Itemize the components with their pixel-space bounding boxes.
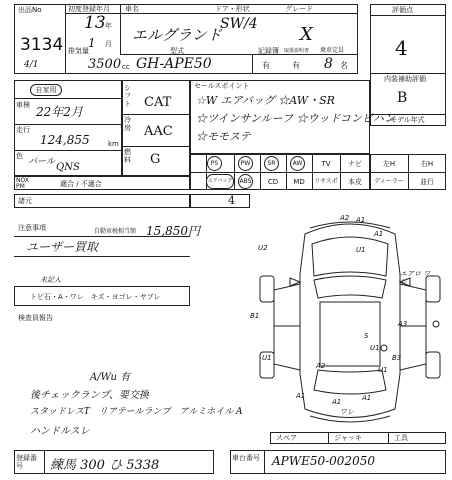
chassis-label: 車台番号 [232, 454, 260, 462]
equip-pw: PW [238, 156, 253, 171]
damage-mark: ワレ [340, 408, 354, 416]
fuel-label: 燃料 [124, 148, 131, 164]
manual-value: 有 [292, 61, 300, 70]
parallel-label: 並行 [420, 178, 434, 186]
damage-mark: A1 [332, 398, 342, 406]
shaken-label: 車検 [16, 101, 30, 109]
car-name: エルグランド [132, 26, 222, 44]
equip-navi: ナビ [348, 160, 362, 168]
manual-label: 取扱説明書 [284, 48, 310, 54]
inspector-line1: A/Wu 有 [90, 372, 131, 383]
grade-value: X [300, 24, 313, 45]
damage-mark: A2 [316, 362, 326, 370]
car-outline [250, 214, 450, 429]
seats-unit: 名 [340, 61, 348, 70]
color-value: パール [28, 157, 55, 167]
record-value: 有 [262, 61, 270, 70]
damage-mark: U1 [378, 366, 388, 374]
damage-mark: S [364, 332, 369, 340]
unrecorded-label: 未記入 [40, 276, 61, 284]
damage-mark: A1 [296, 392, 306, 400]
record-label: 記録簿 [258, 47, 279, 55]
inspector-label: 検査員報告 [18, 314, 53, 322]
special-label: 注意事項 [18, 224, 46, 232]
door-value: SW/4 [220, 16, 258, 32]
disp-unit: cc [122, 63, 130, 71]
disp-label: 排気量 [68, 47, 89, 55]
equip-tv: TV [321, 160, 331, 168]
equip-airbag: エアバッグ [206, 174, 234, 189]
interior-value: B [397, 90, 408, 106]
equip-sr: SR [264, 156, 279, 171]
damage-mark: U2 [258, 244, 268, 252]
dealer-label: ディーラー [374, 178, 404, 185]
year-unit: 年 [105, 22, 112, 30]
jack-label: ジャッキ [334, 434, 362, 442]
lot-number: 3134 [20, 35, 64, 55]
equip-abs: ABS [238, 174, 253, 189]
mileage-value: 124,855 [40, 133, 90, 147]
equip-cd: CD [267, 178, 279, 186]
door-count: 4 [228, 194, 235, 207]
color-label: 色 [16, 152, 23, 160]
plate-value: 練馬 300 ひ 5338 [50, 458, 160, 473]
inquiry-label: 諸元 [18, 197, 32, 205]
disp-value: 3500 [88, 57, 122, 72]
equip-leather: 本皮 [348, 178, 362, 186]
grade-label: グレード [285, 5, 313, 13]
ac-label: 冷房 [124, 116, 131, 132]
selling-line2: ☆ツインサンルーフ ☆ウッドコンビハン [196, 112, 395, 125]
selling-line3: ☆モモステ [196, 130, 251, 143]
equip-ps: PS [207, 156, 222, 171]
damage-mark: A3 [398, 320, 408, 328]
damage-mark: A1 [356, 216, 366, 224]
model-year-label: モデル年式 [390, 116, 425, 124]
seats-value: 8 [324, 56, 333, 72]
km-unit: km [108, 140, 119, 148]
nox-label: NOX PM [16, 177, 29, 190]
damage-mark: U1 [356, 246, 366, 254]
model-label: 型式 [170, 47, 184, 55]
selling-label: セールスポイント [194, 82, 250, 90]
auto-tax-value: 15,850円 [146, 224, 200, 238]
model-value: GH-APE50 [136, 56, 212, 72]
chassis-value: APWE50-002050 [272, 454, 375, 468]
seats-label: 乗車定員 [320, 47, 345, 54]
damage-mark: A1 [362, 394, 372, 402]
door-label: ドア・形状 [215, 5, 250, 13]
score-label: 評価点 [392, 6, 413, 14]
options-line: トビ石・A・ワレ キズ・ヨゴレ・ヤブレ [30, 293, 161, 301]
carname-label: 車名 [125, 5, 139, 13]
inspector-line3: スタッドレスT リアテールランプ アルミホイル A [30, 407, 243, 417]
color-code: QNS [56, 162, 80, 173]
user-note: ユーザー買取 [26, 240, 99, 254]
score-value: 4 [395, 36, 408, 60]
interior-label: 内装補助評価 [384, 75, 426, 83]
damage-mark: A2 [340, 214, 350, 222]
damage-mark: U1 [370, 344, 380, 352]
equip-aw: AW [290, 156, 305, 171]
damage-mark: エアロ ワレ [400, 270, 431, 286]
spare-label: スペア [276, 434, 297, 442]
nox-value: 適合 / 不適合 [60, 180, 102, 188]
selling-line1: ☆W エアバッグ ☆AW・SR [196, 94, 335, 107]
auto-tax-label: 自動車税相当額 [94, 228, 137, 235]
reg-label: 初度登録年月 [68, 5, 110, 13]
equip-md: MD [293, 178, 305, 186]
inspector-line2: 後チェックランプ、要交換 [30, 390, 149, 401]
plate-label: 登録番号 [16, 454, 37, 470]
fuel-value: G [150, 152, 161, 167]
damage-mark: U1 [262, 354, 272, 362]
shaken-value: 22年2月 [36, 105, 83, 119]
lot-label: 出品No [18, 6, 42, 14]
reg-month: 1 [88, 36, 96, 50]
reg-year: 13 [84, 13, 106, 33]
handle-left: 左H [382, 160, 396, 168]
damage-mark: A1 [374, 230, 384, 238]
shift-value: CAT [144, 95, 172, 110]
handle-right: 右H [420, 160, 434, 168]
damage-mark: B3 [392, 354, 402, 362]
shift-label: シフト [124, 84, 131, 108]
equip-resapo: リサスポ [314, 178, 338, 185]
usage-badge: 自家用 [30, 84, 62, 96]
lot-mark: 4/1 [24, 60, 39, 70]
ac-value: AAC [144, 124, 173, 139]
mileage-label: 走行 [16, 126, 30, 134]
month-unit: 月 [105, 40, 112, 48]
inspector-line4: ハンドルスレ [30, 426, 90, 437]
damage-mark: B1 [250, 312, 260, 320]
tool-label: 工具 [394, 434, 408, 442]
